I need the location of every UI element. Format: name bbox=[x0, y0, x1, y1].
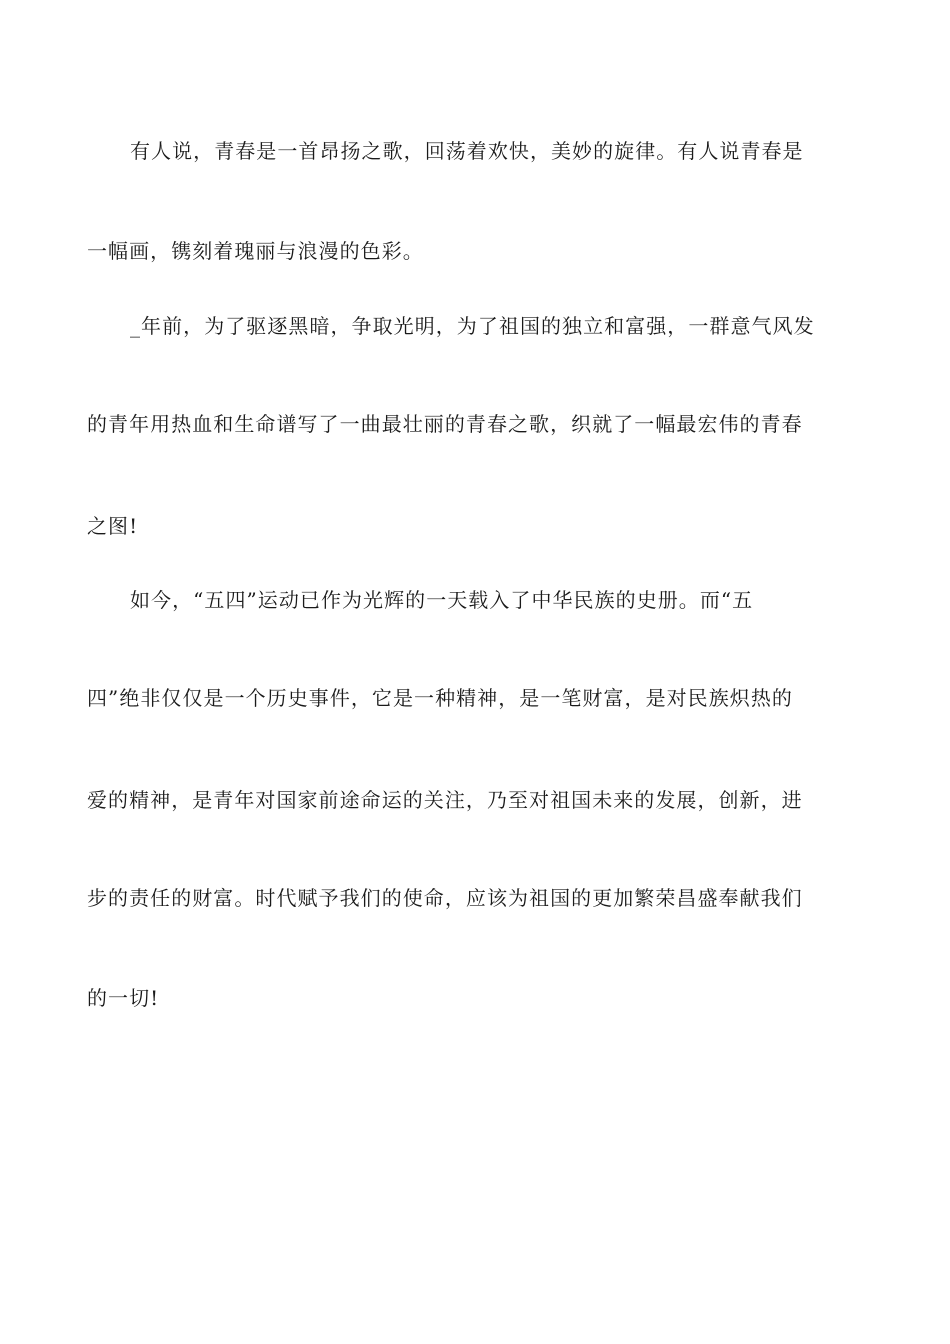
text-line: 一幅画，镌刻着瑰丽与浪漫的色彩。 bbox=[87, 239, 424, 263]
text-line: 四”绝非仅仅是一个历史事件，它是一种精神，是一笔财富，是对民族炽热的 bbox=[87, 686, 793, 710]
text-line: _年前，为了驱逐黑暗，争取光明，为了祖国的独立和富强，一群意气风发 bbox=[130, 314, 815, 338]
text-line: 有人说，青春是一首昂扬之歌，回荡着欢快，美妙的旋律。有人说青春是 bbox=[130, 139, 804, 163]
text-line: 爱的精神，是青年对国家前途命运的关注，乃至对祖国未来的发展，创新，进 bbox=[87, 788, 803, 812]
text-line: 如今，“五四”运动已作为光辉的一天载入了中华民族的史册。而“五 bbox=[130, 588, 754, 612]
text-line: 的一切! bbox=[87, 986, 160, 1010]
text-line: 之图! bbox=[87, 514, 139, 538]
text-line: 的青年用热血和生命谱写了一曲最壮丽的青春之歌，织就了一幅最宏伟的青春 bbox=[87, 412, 803, 436]
text-line: 步的责任的财富。时代赋予我们的使命，应该为祖国的更加繁荣昌盛奉献我们 bbox=[87, 886, 803, 910]
